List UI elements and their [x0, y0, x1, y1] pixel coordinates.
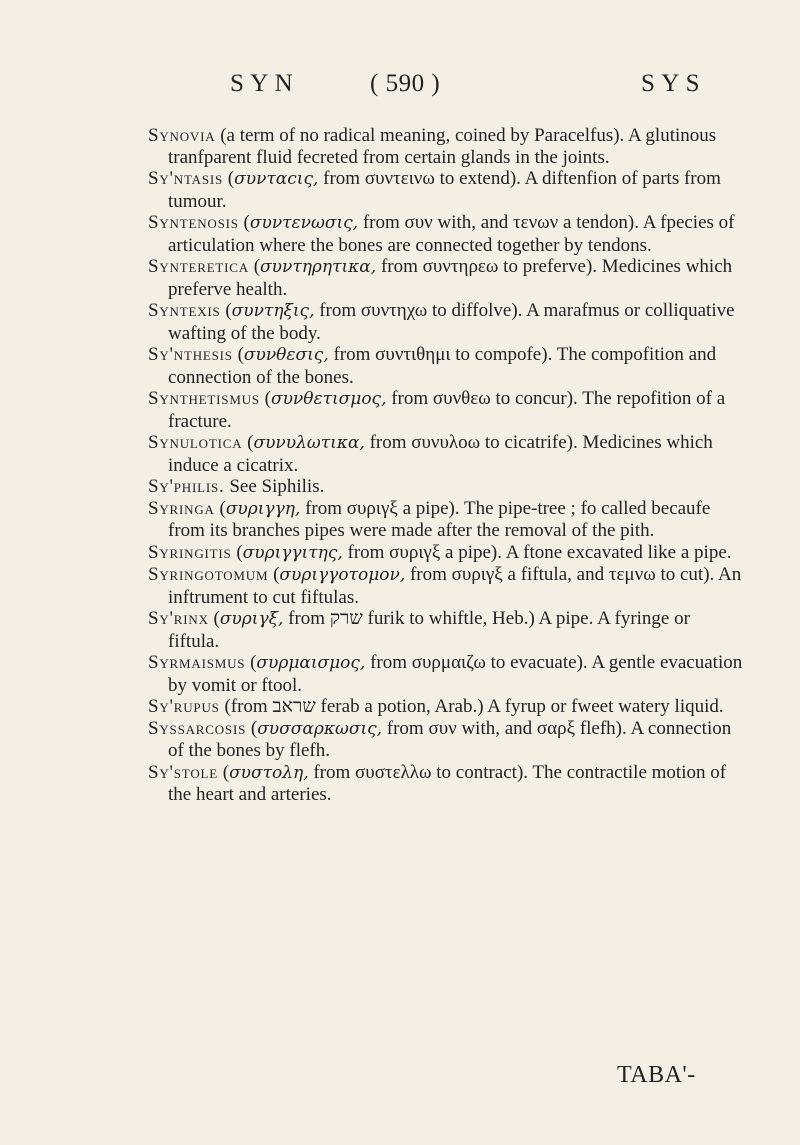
definition-text: (from שראב ferab a potion, Arab.) A fyrup or fweet watery liquid. [224, 696, 724, 717]
entry-open-paren: ( [237, 344, 244, 365]
definition-text: from συντηρεω to preferve). Medicines which preferve health. [168, 256, 733, 300]
greek-form: συριγξ, [219, 609, 284, 629]
headword: Syrmaismus [148, 652, 246, 673]
dictionary-entry [148, 344, 743, 388]
entry-open-paren: ( [236, 541, 243, 563]
definition-text: from συριγξ a pipe). The pipe-tree ; fo called becaufe from its branches pipes were made after the removal of the pith. [168, 497, 711, 541]
dictionary-entry [148, 542, 743, 565]
headword: Synulotica [148, 432, 243, 453]
entry-open-paren: ( [247, 432, 254, 453]
entry-open-paren: ( [253, 256, 261, 277]
dictionary-entry [148, 212, 743, 256]
dictionary-entry [148, 608, 743, 652]
headword: Synthetismus [148, 388, 260, 409]
dictionary-entry [148, 762, 743, 806]
definition-text: from συν with, and σαρξ flefh). A connection of the bones by flefh. [168, 717, 732, 761]
headword: Sy'rinx [148, 608, 209, 629]
headword: Syringa [148, 497, 215, 519]
definition-text: from συντηχω to diffolve). A marafmus or colliquative wafting of the body. [168, 300, 735, 344]
definition-text: from συντιθημι to compofe). The compofition and connection of the bones. [168, 344, 717, 388]
headword: Syringitis [148, 541, 232, 563]
definition-text: from συστελλω to contract). The contractile motion of the heart and arteries. [168, 761, 727, 805]
catchword: TABA'- [617, 1062, 696, 1088]
entry-open-paren: ( [250, 652, 257, 673]
greek-form: συντενωσις, [249, 213, 359, 233]
dictionary-entry [148, 300, 743, 344]
greek-form: συριγγοτομον, [279, 565, 406, 585]
entry-open-paren: ( [243, 212, 250, 233]
definition-text: from συριγξ a fiftula, and τεμνω to cut). An inftrument to cut fiftulas. [168, 564, 742, 608]
definition-text: from συρμαιζω to evacuate). A gentle evacuation by vomit or ftool. [168, 652, 743, 696]
entry-open-paren: ( [225, 300, 232, 321]
headword: Sy'nthesis [148, 344, 233, 365]
dictionary-entries [148, 125, 743, 806]
definition-text: from συνυλοω to cicatrife). Medicines which induce a cicatrix. [168, 432, 713, 476]
greek-form: συρμαισμος, [256, 653, 366, 673]
dictionary-entry [148, 498, 743, 542]
entry-open-paren: ( [219, 497, 226, 519]
headword: Sy'stole [148, 761, 218, 783]
dictionary-entry [148, 476, 743, 498]
definition-text: from שרק furik to whiftle, Heb.) A pipe. A fyringe or fiftula. [168, 608, 690, 652]
dictionary-entry [148, 564, 743, 608]
headword: Syntexis [148, 300, 221, 321]
dictionary-entry [148, 256, 743, 300]
greek-form: συσσαρκωσις, [257, 718, 383, 739]
definition-text: from συριγξ a pipe). A ftone excavated like a pipe. [347, 541, 732, 563]
greek-form: συνθετισμος, [270, 389, 387, 409]
dictionary-entry [148, 168, 743, 212]
headword: Sy'rupus [148, 696, 220, 717]
headword: Syringotomum [148, 564, 269, 585]
headword: Synteretica [148, 256, 249, 277]
dictionary-entry [148, 432, 743, 476]
greek-form: συριγγη, [225, 498, 301, 519]
dictionary-entry [148, 718, 743, 762]
entry-open-paren: ( [250, 717, 258, 739]
definition-text: (a term of no radical meaning, coined by Paracelfus). A glutinous tranfparent fluid fecreted from certain glands in the joints. [168, 125, 717, 168]
dictionary-entry [148, 388, 743, 432]
entry-open-paren: ( [222, 761, 230, 783]
greek-form: συριγγιτης, [242, 542, 343, 563]
entry-open-paren: ( [273, 564, 280, 585]
greek-form: συντηξις, [231, 301, 315, 321]
entry-open-paren: ( [227, 168, 235, 189]
entry-open-paren: ( [213, 608, 220, 629]
page-number: ( 590 ) [370, 70, 441, 97]
greek-form: συστολη, [229, 762, 309, 783]
headword: Synovia [148, 125, 216, 146]
header-right: S Y S [640, 70, 700, 97]
headword: Syntenosis [148, 212, 239, 233]
definition-text: from συντεινω to extend). A diftenfion of parts from tumour. [168, 168, 721, 212]
dictionary-entry [148, 652, 743, 696]
dictionary-entry [148, 125, 743, 168]
greek-form: συνθεσις, [243, 345, 329, 365]
definition-text: from συνθεω to concur). The repofition of a fracture. [168, 388, 726, 432]
entry-open-paren: ( [264, 388, 271, 409]
greek-form: συνυλωτικα, [253, 433, 365, 453]
headword: Syssarcosis [148, 717, 247, 739]
definition-text: See Siphilis. [229, 476, 325, 497]
header-left: S Y N [230, 70, 294, 97]
greek-form: συνταϲις, [234, 169, 319, 189]
definition-text: from συν with, and τενων a tendon). A fpecies of articulation where the bones are connected together by tendons. [168, 212, 735, 256]
headword: Sy'philis. [148, 476, 225, 497]
headword: Sy'ntasis [148, 168, 224, 189]
greek-form: συντηρητικα, [260, 257, 377, 277]
dictionary-entry [148, 696, 743, 718]
running-header [230, 70, 700, 110]
